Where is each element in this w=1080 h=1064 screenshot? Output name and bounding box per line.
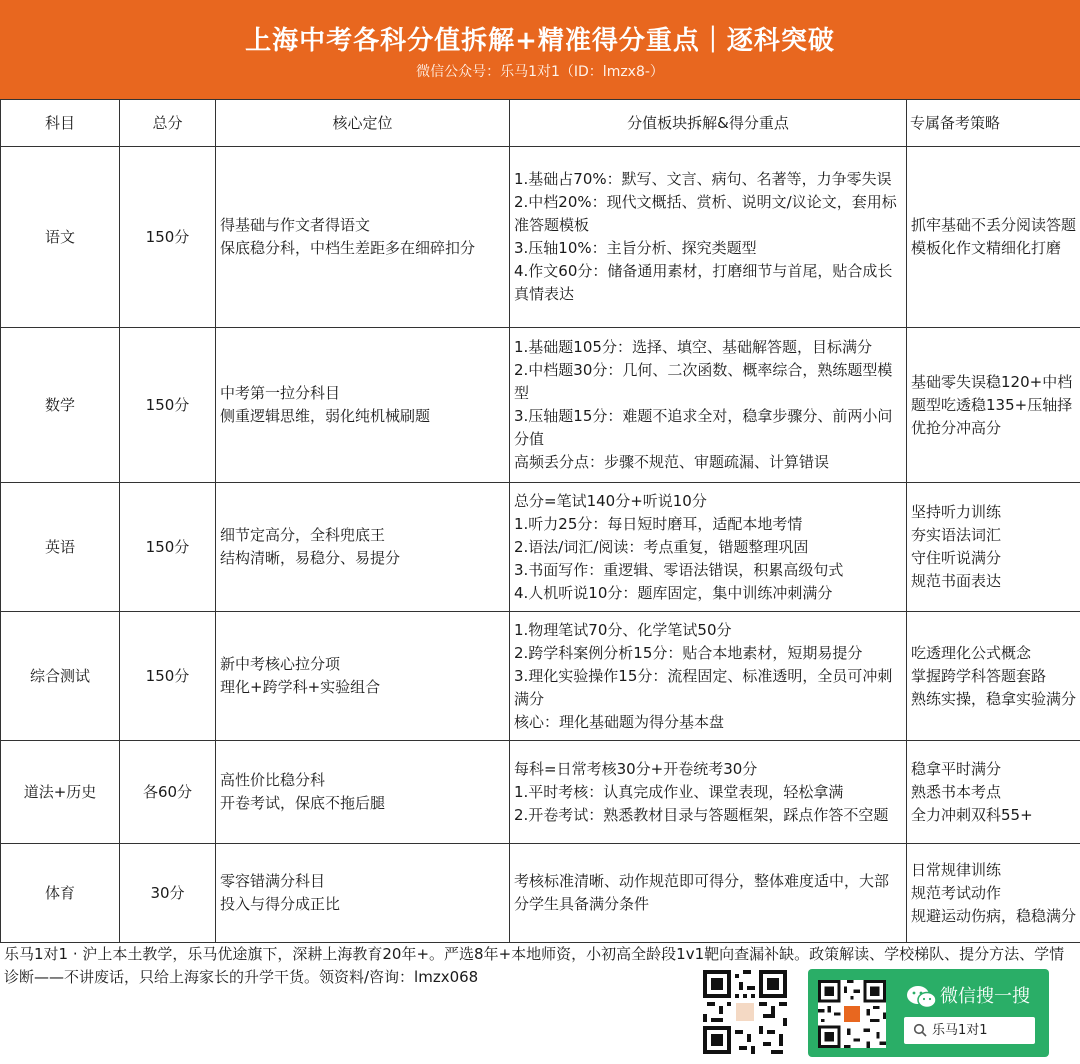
search-icon [913, 1023, 927, 1037]
footer-description: 乐马1对1 · 沪上本土教学，乐马优途旗下，深耕上海教育20年+。严选8年+本地师资，小初高全龄段1v1靶向查漏补缺。政策解读、学校梯队、提分方法、学情诊断——不讲废话，只给上海家长的升学干货。领资料/咨询：lmzx068 [4, 945, 1065, 986]
breakdown-cell [510, 741, 907, 844]
strategy-cell [907, 612, 1080, 741]
positioning-line: 理化+跨学科+实验组合 [220, 678, 381, 696]
table-row [1, 328, 1080, 483]
subject-cell: 综合测试 [1, 612, 120, 741]
positioning-line: 新中考核心拉分项 [220, 655, 341, 673]
positioning-cell [216, 147, 510, 328]
wechat-logo-icon [906, 985, 938, 1009]
page-subtitle: 微信公众号：乐马1对1（ID：lmzx8-） [416, 64, 664, 80]
breakdown-cell [510, 844, 907, 943]
positioning-line: 侧重逻辑思维，弱化纯机械刷题 [220, 407, 431, 425]
breakdown-cell [510, 147, 907, 328]
table-row [1, 612, 1080, 741]
positioning-line: 中考第一拉分科目 [220, 384, 341, 402]
positioning-cell [216, 741, 510, 844]
score-cell: 150分 [120, 612, 216, 741]
positioning-cell [216, 328, 510, 483]
breakdown-line: 3.压轴10%：主旨分析、探究类题型 [514, 239, 757, 257]
breakdown-line: 1.基础占70%：默写、文言、病句、名著等，力争零失误 [514, 170, 892, 188]
subject-score-table [0, 99, 1080, 943]
breakdown-line: 4.作文60分：储备通用素材，打磨细节与首尾，贴合成长真情表达 [514, 262, 893, 303]
breakdown-line: 1.物理笔试70分、化学笔试50分 [514, 620, 732, 639]
strategy-cell [907, 483, 1080, 612]
strategy-line: 熟练实操，稳拿实验满分 [911, 689, 1077, 708]
strategy-cell [907, 147, 1080, 328]
strategy-line: 规范书面表达 [911, 572, 1002, 590]
column-header-subject: 科目 [1, 100, 120, 147]
strategy-line: 基础零失误稳120+中档题型吃透稳135+压轴择优抢分冲高分 [911, 372, 1073, 437]
strategy-line: 稳拿平时满分 [911, 759, 1002, 778]
strategy-line: 吃透理化公式概念 [911, 643, 1032, 662]
score-cell: 150分 [120, 147, 216, 328]
subject-cell: 语文 [1, 147, 120, 328]
strategy-line: 规范考试动作 [911, 883, 1002, 902]
breakdown-line: 2.中档题30分：几何、二次函数、概率综合，熟练题型模型 [514, 361, 893, 402]
breakdown-line: 4.人机听说10分：题库固定，集中训练冲刺满分 [514, 583, 833, 602]
strategy-line: 全力冲刺双科55+ [911, 805, 1033, 824]
column-header-breakdown: 分值板块拆解&得分重点 [510, 100, 907, 147]
column-header-strategy: 专属备考策略 [907, 100, 1080, 147]
subject-cell: 数学 [1, 328, 120, 483]
positioning-line: 开卷考试，保底不拖后腿 [220, 794, 386, 812]
positioning-line: 高性价比稳分科 [220, 771, 326, 789]
table-row [1, 147, 1080, 328]
breakdown-line: 3.压轴题15分：难题不追求全对，稳拿步骤分、前两小问分值 [514, 407, 893, 448]
page-title: 上海中考各科分值拆解+精准得分重点｜逐科突破 [245, 26, 835, 56]
strategy-line: 规避运动伤病，稳稳满分 [911, 906, 1077, 925]
breakdown-cell [510, 328, 907, 483]
breakdown-line: 3.书面写作：重逻辑、零语法错误，积累高级句式 [514, 560, 844, 579]
strategy-line: 抓牢基础不丢分阅读答题模板化作文精细化打磨 [911, 216, 1077, 257]
breakdown-line: 2.开卷考试：熟悉教材目录与答题框架，踩点作答不空题 [514, 805, 889, 824]
subject-cell: 体育 [1, 844, 120, 943]
breakdown-cell [510, 483, 907, 612]
breakdown-line: 每科=日常考核30分+开卷统考30分 [514, 759, 758, 778]
column-header-positioning: 核心定位 [216, 100, 510, 147]
positioning-line: 得基础与作文者得语文 [220, 216, 371, 234]
subject-cell: 道法+历史 [1, 741, 120, 844]
positioning-line: 结构清晰，易稳分、易提分 [220, 549, 401, 567]
table-header-row [1, 100, 1080, 147]
breakdown-line: 1.平时考核：认真完成作业、课堂表现，轻松拿满 [514, 782, 844, 801]
column-header-score: 总分 [120, 100, 216, 147]
strategy-line: 夯实语法词汇 [911, 526, 1002, 544]
positioning-cell [216, 844, 510, 943]
score-cell: 30分 [120, 844, 216, 943]
strategy-cell [907, 844, 1080, 943]
qr-code-icon[interactable] [703, 970, 787, 1054]
strategy-line: 日常规律训练 [911, 860, 1002, 879]
search-query-text: 乐马1对1 [932, 1023, 988, 1038]
breakdown-line: 高频丢分点：步骤不规范、审题疏漏、计算错误 [514, 453, 830, 471]
breakdown-line: 核心：理化基础题为得分基本盘 [514, 712, 725, 731]
search-input[interactable] [904, 1017, 1035, 1044]
score-cell: 各60分 [120, 741, 216, 844]
score-cell: 150分 [120, 483, 216, 612]
page-header [0, 0, 1080, 99]
wechat-search-label: 微信搜一搜 [940, 986, 1030, 1007]
qr-logo-icon [844, 1006, 860, 1022]
breakdown-line: 总分=笔试140分+听说10分 [514, 491, 707, 510]
breakdown-line: 3.理化实验操作15分：流程固定、标准透明，全员可冲刺满分 [514, 666, 893, 708]
strategy-cell [907, 741, 1080, 844]
positioning-cell [216, 612, 510, 741]
strategy-line: 坚持听力训练 [911, 503, 1002, 521]
score-cell: 150分 [120, 328, 216, 483]
strategy-line: 掌握跨学科答题套路 [911, 666, 1047, 685]
subject-cell: 英语 [1, 483, 120, 612]
breakdown-line: 2.跨学科案例分析15分：贴合本地素材，短期易提分 [514, 643, 863, 662]
breakdown-line: 考核标准清晰、动作规范即可得分，整体难度适中，大部分学生具备满分条件 [514, 872, 890, 913]
breakdown-cell [510, 612, 907, 741]
positioning-line: 投入与得分成正比 [220, 895, 341, 913]
breakdown-line: 2.语法/词汇/阅读：考点重复，错题整理巩固 [514, 537, 809, 556]
positioning-cell [216, 483, 510, 612]
table-row [1, 483, 1080, 612]
strategy-line: 守住听说满分 [911, 549, 1002, 567]
breakdown-line: 2.中档20%：现代文概括、赏析、说明文/议论文，套用标准答题模板 [514, 193, 897, 234]
avatar [734, 1001, 756, 1023]
positioning-line: 细节定高分，全科兜底王 [220, 526, 386, 544]
table-row [1, 844, 1080, 943]
positioning-line: 零容错满分科目 [220, 872, 326, 890]
positioning-line: 保底稳分科，中档生差距多在细碎扣分 [220, 239, 476, 257]
table-row [1, 741, 1080, 844]
qr-code-icon[interactable] [818, 980, 886, 1048]
wechat-search-card[interactable] [808, 969, 1049, 1057]
breakdown-line: 1.基础题105分：选择、填空、基础解答题，目标满分 [514, 338, 872, 356]
breakdown-line: 1.听力25分：每日短时磨耳，适配本地考情 [514, 514, 803, 533]
strategy-cell [907, 328, 1080, 483]
strategy-line: 熟悉书本考点 [911, 782, 1002, 801]
